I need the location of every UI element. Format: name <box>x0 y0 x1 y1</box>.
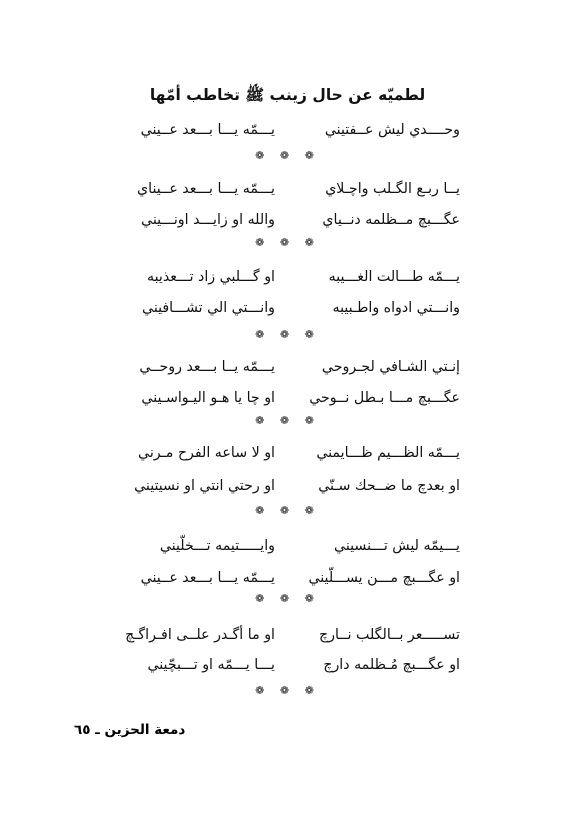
verse-line <box>112 118 460 142</box>
verse-line <box>112 653 460 677</box>
verse-second-hemistich: يـــمّه يــا بـــعد روحــي <box>139 359 275 375</box>
verse-first-hemistich: إنـتي الشـافي لجـروحي <box>321 359 460 375</box>
verse-first-hemistich: تســـــعر بــالگلب نــارچ <box>318 627 460 643</box>
verse-second-hemistich: يـــا يـــمّه او تـــبچّيني <box>147 657 275 673</box>
verse-second-hemistich: او چا يا هـو اليـواسـيني <box>141 390 275 406</box>
verse-second-hemistich: يـــمّه يـــا بـــعد عــيناي <box>137 181 275 197</box>
verse-first-hemistich: عگـــبچ مـــا بـطل نــوحي <box>309 390 460 406</box>
verse-first-hemistich: وحــــدي ليش عــفتيني <box>324 122 460 138</box>
verse-line <box>112 355 460 379</box>
page-title: لطميّه عن حال زينب ﷺ تخاطب أمّها <box>149 86 426 104</box>
verse-line <box>112 265 460 289</box>
verse-first-hemistich: او عگـــبچ مُـظلمه دارچ <box>323 657 460 673</box>
verse-second-hemistich: او لا ساعه الفرح مـرني <box>138 445 275 461</box>
verse-second-hemistich: او رحتي انتي او نسيتيني <box>134 478 275 494</box>
verse-line <box>112 566 460 590</box>
verse-line <box>112 386 460 410</box>
verse-line <box>112 296 460 320</box>
verse-line <box>112 534 460 558</box>
verse-line <box>112 208 460 232</box>
verse-line <box>112 474 460 498</box>
verse-first-hemistich: يـــمّه طـــالت الغـــيبه <box>328 269 460 285</box>
verse-first-hemistich: او بعدچ ما ضــحك سـنّي <box>318 478 460 494</box>
verse-first-hemistich: يــا ربـع الگـلب واچـلاي <box>325 181 460 197</box>
verse-first-hemistich: يـــيمّه ليش تـــنسيني <box>334 538 460 554</box>
verse-second-hemistich: وايـــــتيمه تـــخلّيني <box>159 538 275 554</box>
verse-second-hemistich: او ما أگـدر علــى افـراگـچ <box>125 627 275 643</box>
verse-first-hemistich: وانـــتي ادواه واطـبيبه <box>332 300 460 316</box>
verse-second-hemistich: يـــمّه يـــا بـــعد عــيني <box>140 570 275 586</box>
page-footer: دمعة الحزين ـ ٦٥ <box>74 722 186 738</box>
stanza-separator: ❁ ❁ ❁ <box>255 414 320 427</box>
stanza-separator: ❁ ❁ ❁ <box>255 149 320 162</box>
verse-first-hemistich: يـــمّه الظـــيم ظـــايمني <box>316 445 460 461</box>
stanza-separator: ❁ ❁ ❁ <box>255 236 320 249</box>
verse-first-hemistich: عگـــبچ مــظلمه دنــياي <box>322 212 460 228</box>
verse-line <box>112 623 460 647</box>
verse-second-hemistich: وانـــتي الي تشـــافيني <box>142 300 275 316</box>
verse-line <box>112 441 460 465</box>
stanza-separator: ❁ ❁ ❁ <box>255 592 320 605</box>
verse-second-hemistich: والله او زايـــد اونـــيني <box>141 212 275 228</box>
stanza-separator: ❁ ❁ ❁ <box>255 504 320 517</box>
stanza-separator: ❁ ❁ ❁ <box>255 328 320 341</box>
stanza-separator: ❁ ❁ ❁ <box>255 684 320 697</box>
verse-line <box>112 177 460 201</box>
verse-second-hemistich: يـــمّه يـــا بـــعد عــيني <box>140 122 275 138</box>
verse-first-hemistich: او عگـــبچ مـــن يســـلّيني <box>308 570 460 586</box>
verse-second-hemistich: او گـــلبي زاد تـــعذيبه <box>146 269 275 285</box>
